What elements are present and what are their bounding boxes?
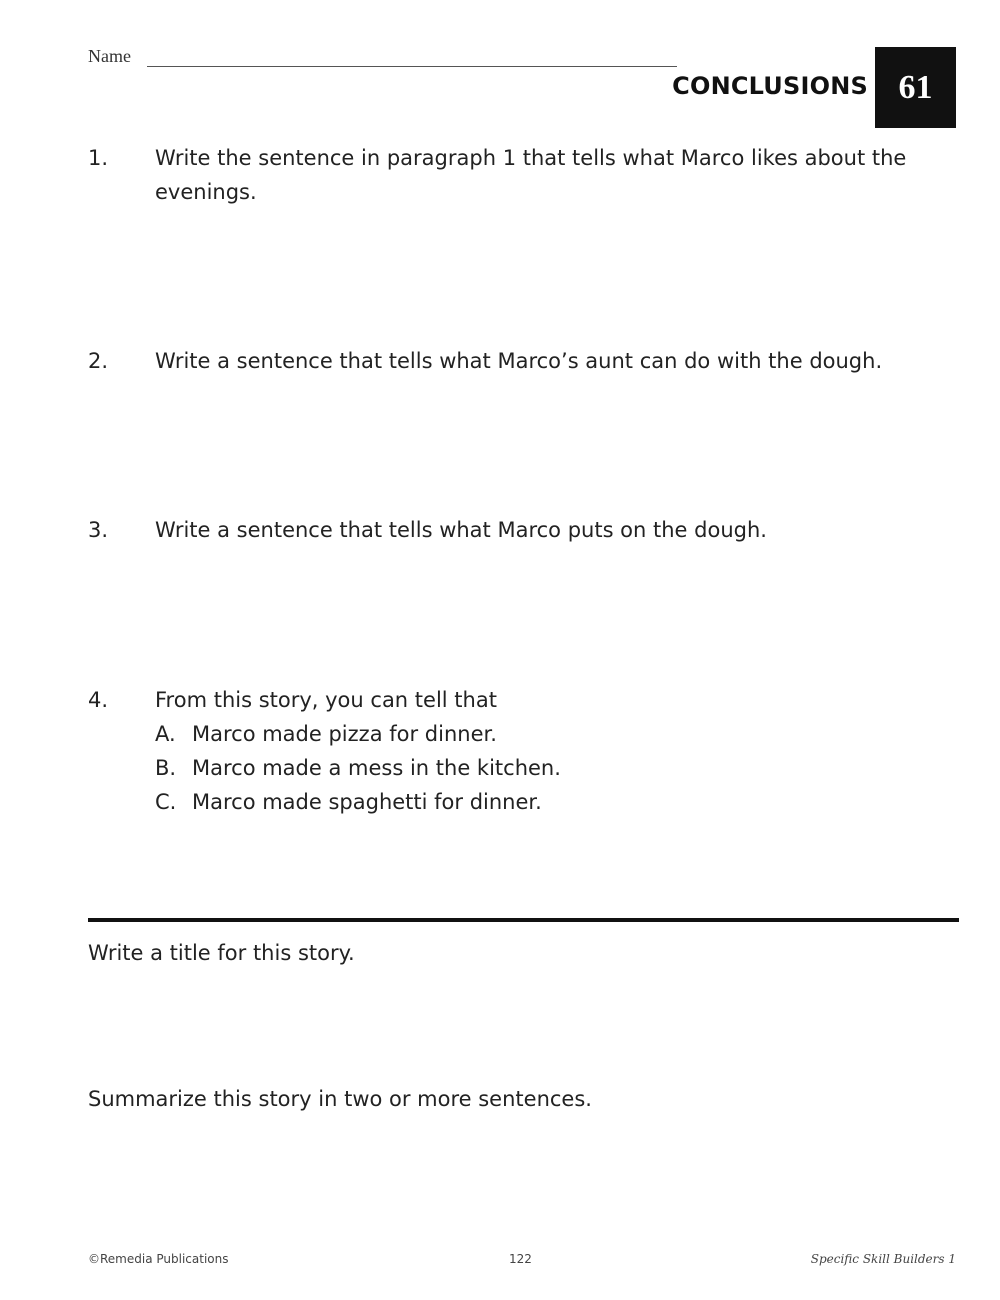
option-letter: A. bbox=[155, 722, 176, 746]
question-number: 4. bbox=[88, 688, 109, 712]
question-text: From this story, you can tell that bbox=[155, 688, 497, 712]
question-3 bbox=[88, 513, 958, 547]
page-badge: 61 bbox=[875, 47, 956, 128]
question-text: Write the sentence in paragraph 1 that tells what Marco likes about the evenings. bbox=[155, 146, 907, 204]
question-number: 2. bbox=[88, 349, 109, 373]
section-title: CONCLUSIONS bbox=[672, 72, 868, 100]
summary-prompt: Summarize this story in two or more sentences. bbox=[88, 1087, 592, 1111]
name-line bbox=[147, 66, 677, 67]
name-label: Name bbox=[88, 46, 131, 66]
question-4 bbox=[88, 683, 958, 819]
option-letter: B. bbox=[155, 756, 177, 780]
title-prompt: Write a title for this story. bbox=[88, 941, 355, 965]
question-2 bbox=[88, 344, 958, 378]
section-divider bbox=[88, 918, 959, 922]
book-title: Specific Skill Builders 1 bbox=[810, 1252, 956, 1266]
answer-option-a[interactable] bbox=[155, 717, 958, 751]
question-number: 3. bbox=[88, 518, 109, 542]
question-number: 1. bbox=[88, 146, 109, 170]
option-text: Marco made spaghetti for dinner. bbox=[192, 790, 542, 814]
option-letter: C. bbox=[155, 790, 177, 814]
answer-options bbox=[155, 717, 958, 819]
publisher-credit: ©Remedia Publications bbox=[88, 1252, 229, 1266]
answer-option-c[interactable] bbox=[155, 785, 958, 819]
question-text: Write a sentence that tells what Marco puts on the dough. bbox=[155, 518, 767, 542]
question-text: Write a sentence that tells what Marco’s aunt can do with the dough. bbox=[155, 349, 883, 373]
option-text: Marco made pizza for dinner. bbox=[192, 722, 497, 746]
page-number: 122 bbox=[509, 1252, 532, 1266]
option-text: Marco made a mess in the kitchen. bbox=[192, 756, 561, 780]
answer-option-b[interactable] bbox=[155, 751, 958, 785]
question-1 bbox=[88, 141, 958, 209]
